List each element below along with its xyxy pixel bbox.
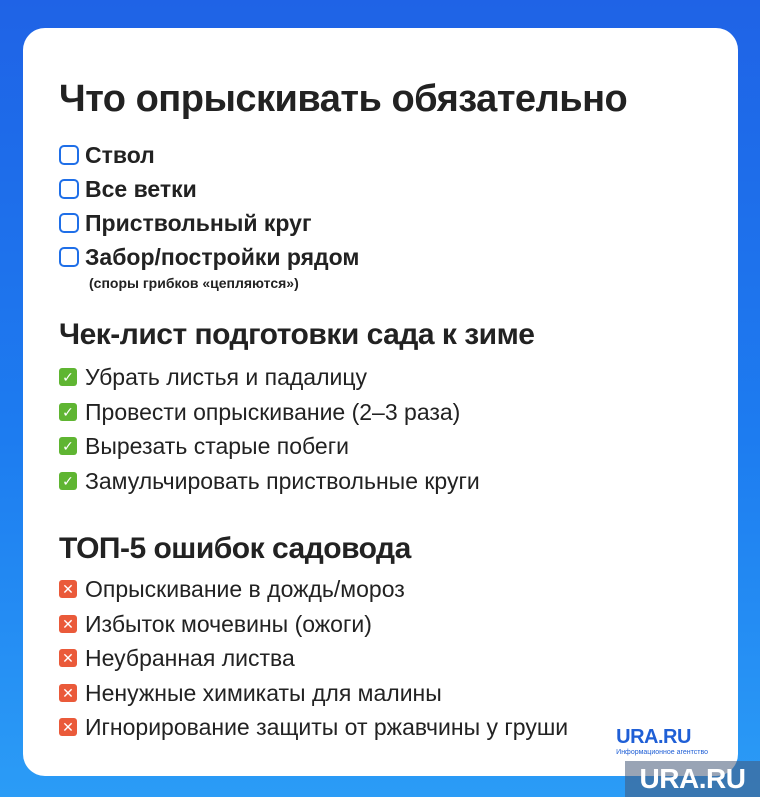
checkbox-empty-icon bbox=[59, 145, 79, 165]
list-item bbox=[59, 645, 704, 680]
list-item bbox=[59, 176, 704, 210]
checkbox-empty-icon bbox=[59, 247, 79, 267]
list-item bbox=[59, 364, 704, 399]
list-item-label: Игнорирование защиты от ржавчины у груши bbox=[85, 714, 569, 740]
checklist-list bbox=[59, 364, 704, 502]
list-item bbox=[59, 244, 704, 291]
must-spray-title: Что опрыскивать обязательно bbox=[59, 78, 628, 120]
checkbox-empty-icon bbox=[59, 213, 79, 233]
list-item bbox=[59, 210, 704, 244]
list-item-label: Опрыскивание в дождь/мороз bbox=[85, 576, 405, 602]
checkbox-empty-icon bbox=[59, 179, 79, 199]
logo-text: URA.RU bbox=[616, 726, 691, 748]
watermark: URA.RU bbox=[625, 761, 760, 797]
list-item bbox=[59, 433, 704, 468]
checkmark-icon: ✓ bbox=[59, 472, 77, 490]
list-item bbox=[59, 714, 704, 749]
list-item bbox=[59, 468, 704, 503]
cross-icon: ✕ bbox=[59, 615, 77, 633]
list-item bbox=[59, 680, 704, 715]
list-item bbox=[59, 399, 704, 434]
list-item-content bbox=[85, 244, 359, 291]
cross-icon: ✕ bbox=[59, 684, 77, 702]
mistakes-title: ТОП-5 ошибок садовода bbox=[59, 532, 411, 565]
list-item-label: Неубранная листва bbox=[85, 645, 295, 671]
checkmark-icon: ✓ bbox=[59, 368, 77, 386]
brand-logo bbox=[616, 727, 708, 756]
list-item bbox=[59, 611, 704, 646]
list-item-label: Ствол bbox=[85, 142, 155, 168]
list-item-label: Вырезать старые побеги bbox=[85, 433, 349, 459]
list-item bbox=[59, 576, 704, 611]
list-item-note: (споры грибков «цепляются») bbox=[89, 275, 299, 291]
list-item-label: Забор/постройки рядом bbox=[85, 244, 360, 270]
checkmark-icon: ✓ bbox=[59, 437, 77, 455]
list-item-label: Приствольный круг bbox=[85, 210, 312, 236]
logo-subtitle: Информационное агентство bbox=[616, 749, 708, 756]
checklist-title: Чек-лист подготовки сада к зиме bbox=[59, 318, 535, 351]
list-item-label: Убрать листья и падалицу bbox=[85, 364, 368, 390]
list-item bbox=[59, 142, 704, 176]
mistakes-list bbox=[59, 576, 704, 749]
must-spray-list bbox=[59, 142, 704, 291]
cross-icon: ✕ bbox=[59, 649, 77, 667]
list-item-label: Замульчировать приствольные круги bbox=[85, 467, 480, 494]
cross-icon: ✕ bbox=[59, 580, 77, 598]
infographic-card bbox=[23, 28, 738, 776]
list-item-label: Избыток мочевины (ожоги) bbox=[85, 610, 372, 637]
list-item-label: Ненужные химикаты для малины bbox=[85, 679, 442, 706]
list-item-label: Провести опрыскивание (2–3 раза) bbox=[85, 398, 461, 425]
list-item-label: Все ветки bbox=[85, 176, 197, 202]
cross-icon: ✕ bbox=[59, 718, 77, 736]
checkmark-icon: ✓ bbox=[59, 403, 77, 421]
